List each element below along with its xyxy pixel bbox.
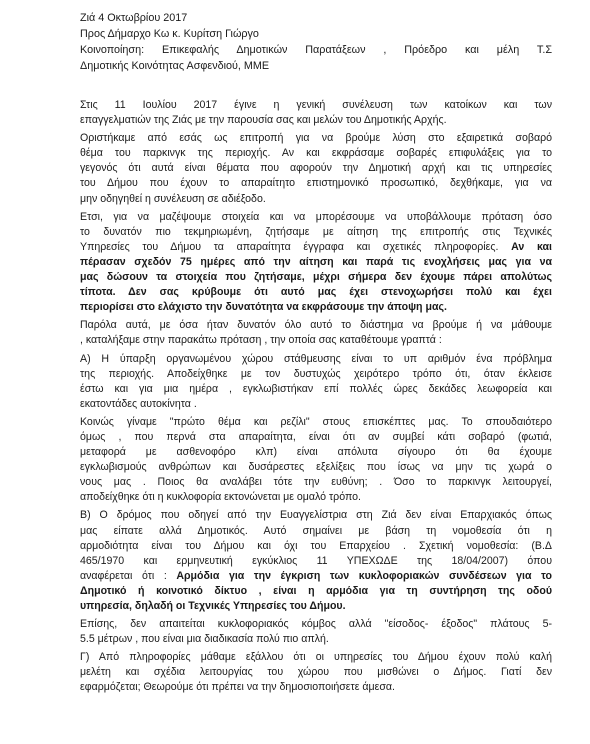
line-text: εγκλωβισμούς ανθρώπων και δυσάρεστες εξελίξεις που ίσως να μην τις χωρά ο: [80, 461, 552, 474]
line-text: μελέτη και σχέδια λειτουργίας του χώρου που μισθώνει ο Δήμος. Γιατί δεν: [80, 666, 552, 679]
paragraph: [80, 210, 552, 316]
bold-text: πέρασαν σχεδόν 75 ημέρες από την αίτηση και παρά τις ενοχλήσεις μας για να: [80, 255, 552, 268]
text-line: [80, 415, 552, 430]
text-line: [80, 367, 552, 382]
text-line: [80, 617, 552, 632]
letter-date: Ζιά 4 Οκτωβρίου 2017: [80, 12, 188, 24]
line-text: 465/1970 και ερμηνευτική εγκύκλιος 11 ΥΠΕΧΩΔΕ της 18/04/2007) όπου: [80, 554, 552, 567]
line-text: του Δήμου που έχουν το απαραίτητο επιστημονικό προσωπικό, δεχθήκαμε, για να: [80, 177, 552, 190]
line-text: αρμοδιότητα είναι του Δήμου και όχι του Επαρχείου . Σχετική νομοθεσία: (Β.Δ: [80, 539, 552, 552]
text-line: [80, 569, 552, 584]
letter-cc-continued: Δημοτικής Κοινότητας Ασφενδιού, ΜΜΕ: [80, 60, 270, 72]
text-line: [80, 318, 552, 333]
line-text: Οριστήκαμε από εσάς ως επιτροπή για να βρούμε λύση στο εξαιρετικά σοβαρό: [80, 132, 552, 145]
line-text: το δυνατόν πιο τεκμηριωμένη, ζητήσαμε με αίτηση της επιτροπής στις Τεχνικές: [80, 225, 552, 238]
line-text: Υπηρεσίες του Δήμου τα απαραίτητα έγγραφα και σχετικές πληροφορίες.: [80, 240, 499, 253]
line-text: μας είπατε αλλά Δημοτικός. Αυτό σημαίνει με βάση τη νομοθεσία ότι η: [80, 524, 552, 537]
letter-header: [80, 10, 552, 74]
text-line: [80, 161, 552, 176]
line-text: αναφέρεται ότι :: [80, 569, 167, 582]
text-line: [80, 146, 552, 161]
text-line: [80, 352, 552, 367]
line-text: εφαρμόζεται; Θεωρούμε ότι πρέπει να την δημοσιοποιήσετε άμεσα.: [80, 681, 395, 694]
paragraph: [80, 352, 552, 412]
text-line: [80, 650, 552, 665]
line-text: Ετσι, για να μαζέψουμε στοιχεία και να μπορέσουμε να υποβάλλουμε πρόταση όσο: [80, 210, 552, 223]
line-text: αποδείχθηκε ότι η κυκλοφορία εκτονώνεται με ομαλό τρόπο.: [80, 491, 361, 504]
text-line: [80, 508, 552, 523]
line-text: της περιοχής. Αποδείχθηκε με τον δυστυχώς χειρότερο τρόπο ότι, όταν έκλεισε: [80, 367, 552, 380]
bold-text: Αν και: [511, 240, 552, 253]
text-line: [80, 285, 552, 300]
line-text: Α) Η ύπαρξη οργανωμένου χώρου στάθμευσης είναι το υπ αριθμόν ένα πρόβλημα: [80, 352, 552, 365]
text-line: [80, 131, 552, 146]
bold-text: περιορίσει στο ελάχιστο την δυνατότητα να εκφράσουμε την άποψη μας.: [80, 301, 447, 314]
bold-text: Δημοτικό ή κοινοτικό δίκτυο , είναι η αρμόδια για τη συντήρηση της οδού: [80, 584, 552, 597]
text-line: [80, 475, 552, 490]
line-text: θέμα του παρκινγκ της περιοχής. Αν και εκφράσαμε σοβαρές επιφυλάξεις για το: [80, 147, 552, 160]
text-line: [80, 490, 552, 505]
line-text: Κοινώς γίναμε "πρώτο θέμα και ρεζίλι" στους επισκέπτες μας. Το σπουδαιότερο: [80, 415, 552, 428]
text-line: [80, 210, 552, 225]
text-line: [80, 524, 552, 539]
bold-text: υπηρεσία, δηλαδή οι Τεχνικές Υπηρεσίες του Δήμου.: [80, 600, 346, 612]
text-line: [80, 430, 552, 445]
line-text: Γ) Από πληροφορίες μάθαμε εξάλλου ότι οι υπηρεσίες του Δήμου έχουν πολύ καλή: [80, 651, 552, 664]
line-text: Στις 11 Ιουλίου 2017 έγινε η γενική συνέλευση των κατοίκων και των: [80, 99, 552, 111]
line-text: επαγγελματιών της Ζιάς με την παρουσία σας και μελών του Δημοτικής Αρχής.: [80, 114, 447, 127]
line-text: Β) Ο δρόμος που οδηγεί από την Ευαγγελίστρια στη Ζιά δεν είναι Επαρχιακός όπως: [80, 509, 552, 522]
paragraph: [80, 415, 552, 506]
bold-text: Αρμόδια για την έγκριση των κυκλοφοριακών συνδέσεων για το: [176, 569, 552, 582]
text-line: [80, 539, 552, 554]
line-text: νους μας . Ποιος θα αναλάβει τότε την ευθύνη; . Όσο το παρκινγκ λειτουργεί,: [80, 476, 552, 489]
text-line: [80, 192, 552, 207]
line-text: όμως , που περνά στα απαραίτητα, είναι ότι αν συμβεί κάτι σοβαρό (φωτιά,: [80, 430, 552, 443]
line-text: μεταφορά με ασθενοφόρο κλπ) είναι απόλυτα σίγουρο ότι θα έχουμε: [80, 446, 552, 459]
line-text: μην οδηγηθεί η συνέλευση σε αδιέξοδο.: [80, 192, 266, 205]
paragraph: [80, 98, 552, 128]
paragraph: [80, 318, 552, 348]
line-text: Παρόλα αυτά, με όσα ήταν δυνατόν όλο αυτό το διάστημα να βρούμε ή να μάθουμε: [80, 319, 552, 332]
text-line: [80, 255, 552, 270]
text-line: [80, 397, 552, 412]
line-text: Επίσης, δεν απαιτείται κυκλοφοριακός κόμβος αλλά "είσοδος- έξοδος" πλάτους 5-: [80, 618, 552, 631]
text-line: [80, 333, 552, 348]
paragraph: [80, 131, 552, 206]
paragraph: [80, 617, 552, 647]
text-line: [80, 554, 552, 569]
letter-cc: Κοινοποίηση: Επικεφαλής Δημοτικών Παρατάξεων , Πρόεδρο και μέλη Τ.Σ: [80, 44, 552, 56]
text-line: [80, 680, 552, 695]
text-line: [80, 445, 552, 460]
text-line: [80, 113, 552, 128]
line-text: 5.5 μέτρων , που είναι μια διαδικασία πολύ πιο απλή.: [80, 633, 329, 646]
text-line: [80, 632, 552, 647]
text-line: [80, 225, 552, 240]
text-line: [80, 98, 552, 113]
paragraph: [80, 650, 552, 695]
line-text: γεγονός ότι αυτά είναι θέματα που αφορούν την Δημοτική αρχή και τις υπηρεσίες: [80, 162, 552, 175]
line-text: έστω και για μια ημέρα , εγκλωβιστήκαν επί πολλές ώρες δεκάδες λεωφορεία και: [80, 382, 552, 395]
paragraph: [80, 508, 552, 614]
text-line: [80, 382, 552, 397]
text-line: [80, 599, 552, 614]
bold-text: μας δώσουν τα στοιχεία που ζητήσαμε, μέχρι σήμερα δεν έχουμε πάρει απολύτως: [80, 271, 552, 284]
header-spacer: [80, 74, 552, 98]
text-line: [80, 176, 552, 191]
line-text: εκατοντάδες αυτοκίνητα .: [80, 397, 197, 410]
text-line: [80, 300, 552, 315]
text-line: [80, 270, 552, 285]
bold-text: τίποτα. Δεν σας κρύβουμε ότι αυτό μας έχει στενοχωρήσει πολύ και έχει: [80, 286, 552, 299]
text-line: [80, 584, 552, 599]
text-line: [80, 240, 552, 255]
line-text: , καταλήξαμε στην παρακάτω πρόταση , την οποία σας καταθέτουμε γραπτά :: [80, 334, 442, 347]
text-line: [80, 460, 552, 475]
letter-recipient: Προς Δήμαρχο Κω κ. Κυρίτση Γιώργο: [80, 28, 259, 40]
letter-body: [80, 98, 552, 696]
text-line: [80, 665, 552, 680]
